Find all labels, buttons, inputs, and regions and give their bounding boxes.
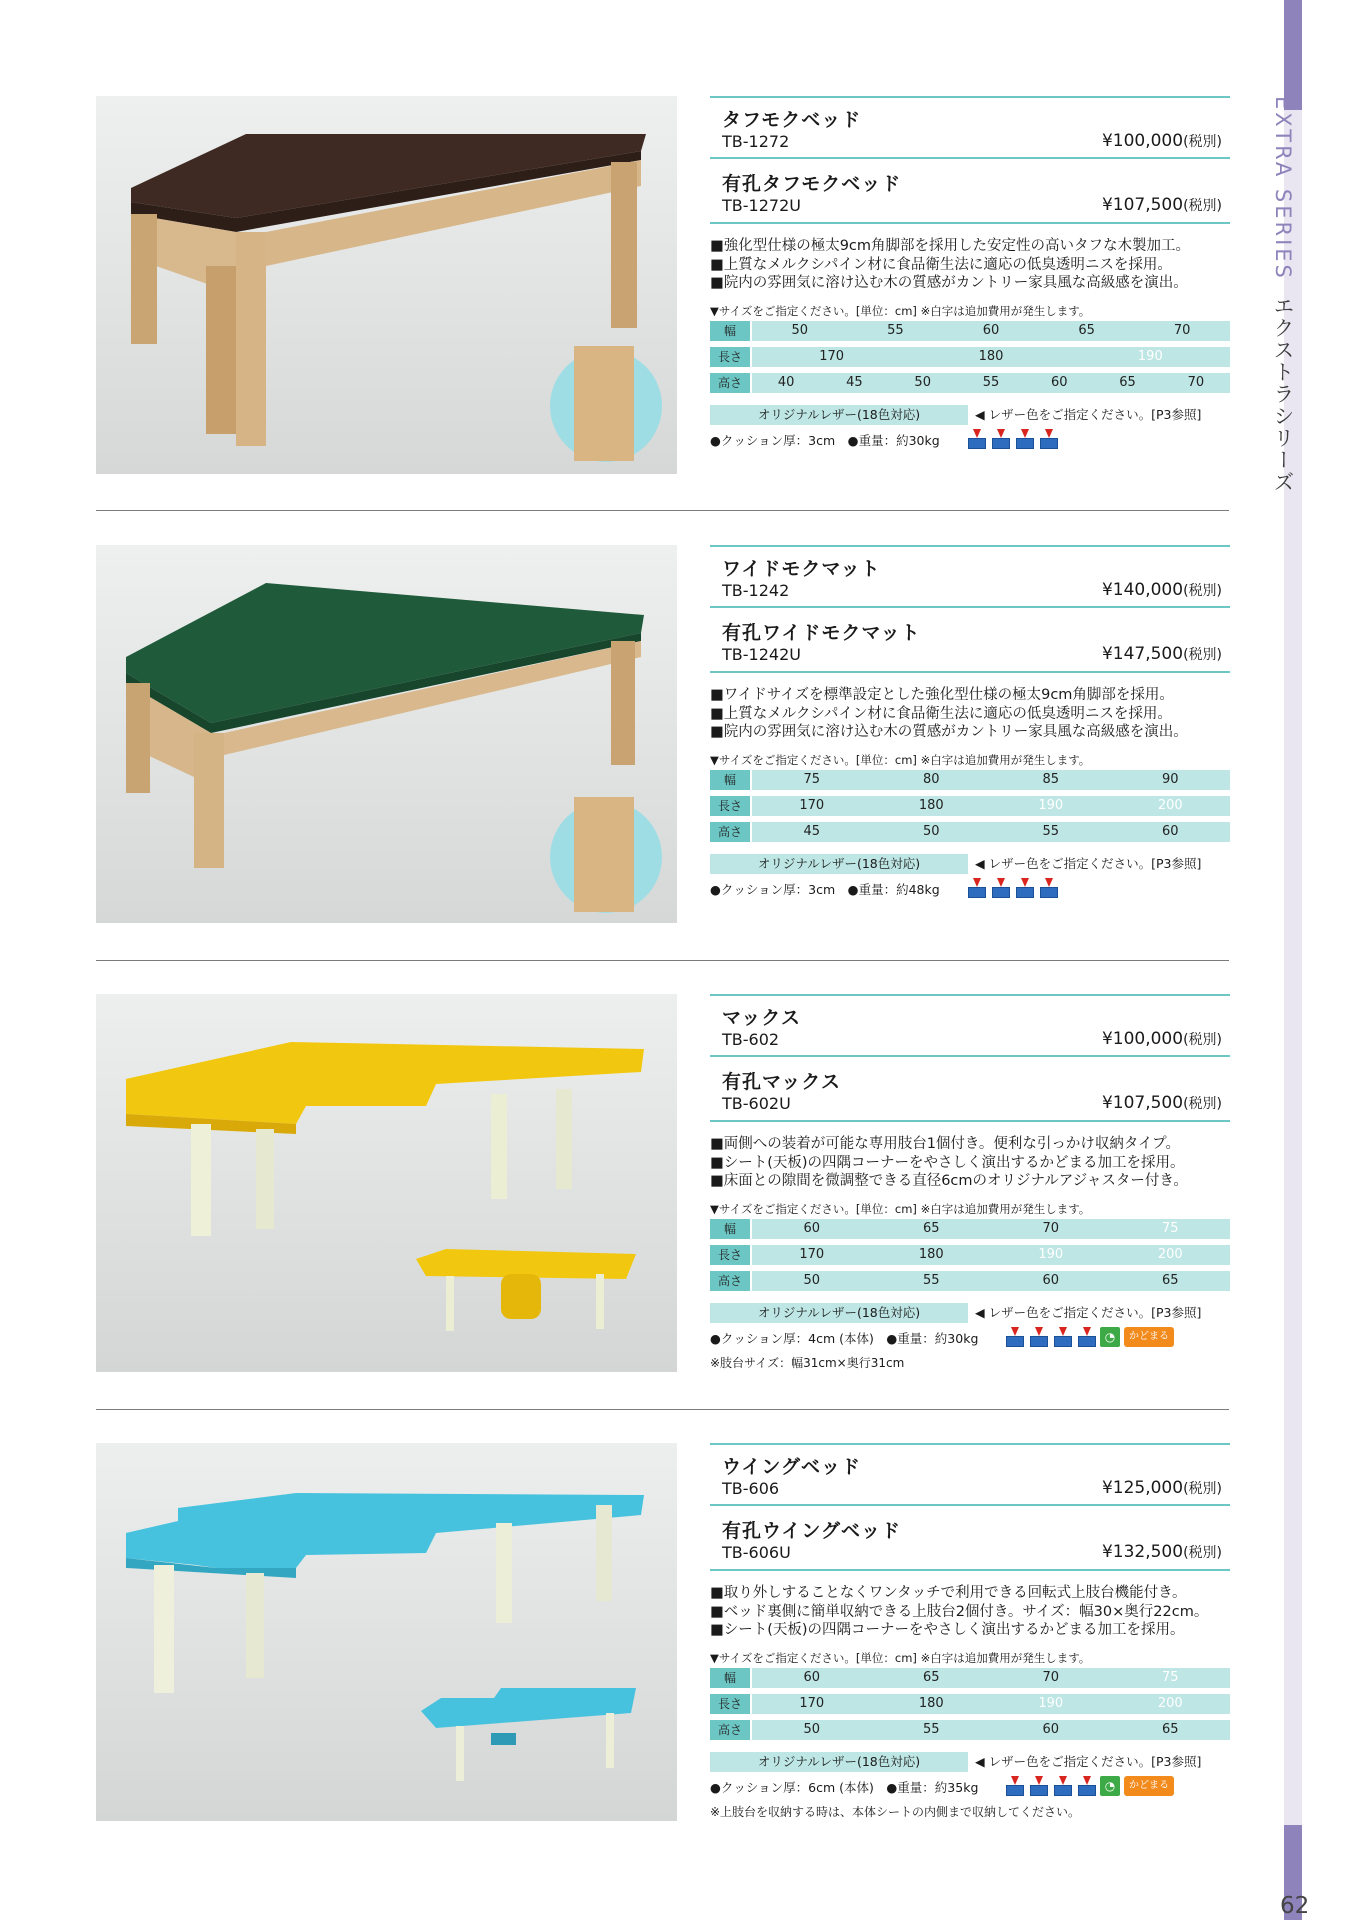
divider <box>710 994 1230 996</box>
size-value: 65 <box>922 1221 940 1236</box>
size-row-width <box>710 770 1230 790</box>
page-number: 62 <box>1280 1893 1310 1919</box>
size-label: 高さ <box>710 822 750 842</box>
product-code: TB-1242U <box>722 645 801 664</box>
size-label: 長さ <box>710 1694 750 1714</box>
size-label: 幅 <box>710 770 750 790</box>
kadomaru-badge: かどまる <box>1124 1327 1174 1347</box>
size-values <box>752 1720 1230 1740</box>
feature-item: ■強化型仕様の極太9cm角脚部を採用した安定性の高いタフな木製加工。 <box>710 238 1191 254</box>
size-value: 80 <box>922 772 940 787</box>
leather-note: ◀ レザー色をご指定ください。[P3参照] <box>975 1305 1202 1320</box>
feature-item: ■両側への装着が可能な専用肢台1個付き。便利な引っかけ収納タイプ。 <box>710 1136 1180 1152</box>
leather-label: オリジナルレザー(18色対応) <box>710 1303 968 1323</box>
divider <box>710 1120 1230 1122</box>
size-value: 75 <box>1161 1670 1179 1685</box>
cushion-icon <box>1052 1327 1074 1347</box>
size-note: ▼サイズをご指定ください。[単位：cm] ※白字は追加費用が発生します。 <box>710 1202 1091 1216</box>
size-value: 50 <box>803 1273 821 1288</box>
tax-note: (税別) <box>1183 198 1222 214</box>
size-label: 高さ <box>710 1271 750 1291</box>
bed-illustration <box>96 994 677 1372</box>
product-section-4 <box>96 1443 1229 1853</box>
product-name: ワイドモクマット <box>722 558 881 580</box>
size-value: 65 <box>922 1670 940 1685</box>
feature-item: ■ベッド裏側に簡単収納できる上肢台2個付き。サイズ：幅30×奥行22cm。 <box>710 1603 1209 1620</box>
size-value: 50 <box>914 375 931 390</box>
cushion-icon <box>1052 1776 1074 1796</box>
series-title-en: EXTRA SERIES <box>1271 96 1295 281</box>
product-photo <box>96 994 677 1372</box>
bed-illustration <box>96 96 677 474</box>
cushion-icon <box>1004 1327 1026 1347</box>
feature-icons <box>966 429 1062 451</box>
sidebar-accent-top <box>1284 0 1302 110</box>
feature-icons <box>1004 1776 1174 1798</box>
product-name: マックス <box>722 1007 802 1029</box>
leather-label: オリジナルレザー(18色対応) <box>710 854 968 874</box>
size-value: 55 <box>887 323 904 338</box>
feature-item: ■院内の雰囲気に溶け込む木の質感がカントリー家具風な高級感を演出。 <box>710 275 1188 291</box>
feature-item: ■シート(天板)の四隅コーナーをやさしく演出するかどまる加工を採用。 <box>710 1622 1185 1638</box>
tax-note: (税別) <box>1183 134 1222 150</box>
tax-note: (税別) <box>1183 1096 1222 1112</box>
size-label: 高さ <box>710 1720 750 1740</box>
size-row-width <box>710 1668 1230 1688</box>
size-value: 40 <box>777 375 795 390</box>
cushion-icon <box>1028 1776 1050 1796</box>
size-row-height <box>710 1720 1230 1740</box>
product-code: TB-606U <box>722 1543 791 1562</box>
product-name: 有孔ワイドモクマット <box>722 622 921 644</box>
size-note: ▼サイズをご指定ください。[単位：cm] ※白字は追加費用が発生します。 <box>710 753 1091 767</box>
size-values <box>752 321 1230 341</box>
size-value: 170 <box>799 798 825 813</box>
product-name: 有孔ウイングベッド <box>722 1520 902 1542</box>
cushion-icon <box>990 429 1012 449</box>
divider <box>710 671 1230 673</box>
price-value: ¥100,000 <box>1101 1029 1184 1049</box>
size-value: 190 <box>1137 349 1163 364</box>
product-price <box>1102 1093 1222 1113</box>
size-value: 60 <box>1042 1722 1060 1737</box>
size-row-width <box>710 321 1230 341</box>
kadomaru-badge: かどまる <box>1124 1776 1174 1796</box>
divider <box>710 1055 1230 1057</box>
product-name: 有孔マックス <box>722 1071 842 1093</box>
product-section-3 <box>96 994 1229 1404</box>
tax-note: (税別) <box>1183 1032 1222 1048</box>
size-value: 55 <box>922 1273 940 1288</box>
product-name: 有孔タフモクベッド <box>722 173 902 195</box>
size-value: 170 <box>819 349 845 364</box>
divider <box>710 1443 1230 1445</box>
feature-list <box>710 686 1240 742</box>
product-code: TB-602U <box>722 1094 791 1113</box>
tax-note: (税別) <box>1183 1481 1222 1497</box>
product-photo <box>96 545 677 923</box>
size-value: 60 <box>1042 1273 1060 1288</box>
cushion-icon <box>1014 429 1036 449</box>
product-photo <box>96 1443 677 1821</box>
bed-illustration <box>96 545 677 923</box>
size-values <box>752 373 1230 393</box>
size-label: 長さ <box>710 1245 750 1265</box>
cushion-icon <box>990 878 1012 898</box>
size-row-height <box>710 373 1230 393</box>
cushion-icon <box>1076 1327 1098 1347</box>
size-value: 65 <box>1161 1722 1179 1737</box>
divider <box>710 222 1230 224</box>
leather-label: オリジナルレザー(18色対応) <box>710 1752 968 1772</box>
product-price <box>1102 644 1222 664</box>
size-value: 45 <box>803 824 821 839</box>
specs-text: ●クッション厚：6cm (本体) ●重量：約35kg <box>710 1780 979 1795</box>
size-value: 70 <box>1042 1221 1060 1236</box>
product-price <box>1102 195 1222 215</box>
size-value: 55 <box>982 375 1000 390</box>
size-value: 170 <box>799 1696 825 1711</box>
price-value: ¥147,500 <box>1101 644 1184 664</box>
adjuster-icon: ◔ <box>1100 1776 1120 1796</box>
size-value: 200 <box>1157 1696 1183 1711</box>
footnote: ※肢台サイズ：幅31cm×奥行31cm <box>710 1356 905 1370</box>
size-value: 70 <box>1187 375 1205 390</box>
product-price <box>1102 1542 1222 1562</box>
size-values <box>752 1245 1230 1265</box>
size-value: 70 <box>1173 323 1191 338</box>
price-value: ¥100,000 <box>1101 131 1184 151</box>
specs-text: ●クッション厚：4cm (本体) ●重量：約30kg <box>710 1331 979 1346</box>
size-value: 190 <box>1038 798 1064 813</box>
size-label: 幅 <box>710 321 750 341</box>
cushion-icon <box>1038 429 1060 449</box>
size-value: 55 <box>1042 824 1060 839</box>
size-value: 200 <box>1157 798 1183 813</box>
product-name: タフモクベッド <box>722 109 862 131</box>
size-value: 180 <box>918 1247 944 1262</box>
product-section-2 <box>96 545 1229 945</box>
size-value: 75 <box>1161 1221 1179 1236</box>
size-value: 180 <box>918 1696 944 1711</box>
size-value: 50 <box>922 824 940 839</box>
size-label: 長さ <box>710 347 750 367</box>
size-values <box>752 770 1230 790</box>
size-value: 55 <box>922 1722 940 1737</box>
feature-list <box>710 237 1240 293</box>
feature-list <box>710 1584 1240 1640</box>
tax-note: (税別) <box>1183 1545 1222 1561</box>
size-value: 180 <box>918 798 944 813</box>
size-value: 50 <box>791 323 809 338</box>
price-value: ¥107,500 <box>1101 195 1184 215</box>
product-photo <box>96 96 677 474</box>
size-label: 高さ <box>710 373 750 393</box>
size-value: 75 <box>803 772 821 787</box>
size-value: 45 <box>846 375 863 390</box>
size-value: 60 <box>803 1221 821 1236</box>
bed-illustration <box>96 1443 677 1821</box>
size-row-length <box>710 347 1230 367</box>
size-value: 90 <box>1161 772 1179 787</box>
price-value: ¥140,000 <box>1101 580 1184 600</box>
size-note: ▼サイズをご指定ください。[単位：cm] ※白字は追加費用が発生します。 <box>710 304 1091 318</box>
price-value: ¥125,000 <box>1101 1478 1184 1498</box>
feature-icons <box>966 878 1062 900</box>
size-note: ▼サイズをご指定ください。[単位：cm] ※白字は追加費用が発生します。 <box>710 1651 1091 1665</box>
section-separator <box>96 510 1229 511</box>
footnote: ※上肢台を収納する時は、本体シートの内側まで収納してください。 <box>710 1805 1081 1819</box>
specs-text: ●クッション厚：3cm ●重量：約48kg <box>710 882 940 897</box>
feature-icons <box>1004 1327 1174 1349</box>
feature-item: ■取り外しすることなくワンタッチで利用できる回転式上肢台機能付き。 <box>710 1585 1187 1601</box>
feature-item: ■シート(天板)の四隅コーナーをやさしく演出するかどまる加工を採用。 <box>710 1154 1185 1171</box>
size-label: 幅 <box>710 1668 750 1688</box>
leather-note: ◀ レザー色をご指定ください。[P3参照] <box>975 407 1202 422</box>
size-row-length <box>710 1694 1230 1714</box>
size-value: 60 <box>1051 375 1068 390</box>
size-row-length <box>710 796 1230 816</box>
feature-item: ■上質なメルクシパイン材に食品衛生法に適応の低臭透明ニスを採用。 <box>710 256 1172 273</box>
feature-item: ■院内の雰囲気に溶け込む木の質感がカントリー家具風な高級感を演出。 <box>710 724 1188 740</box>
size-value: 65 <box>1119 375 1136 390</box>
product-code: TB-606 <box>722 1479 780 1498</box>
product-price <box>1102 1029 1222 1049</box>
product-section-1 <box>96 96 1229 496</box>
size-row-width <box>710 1219 1230 1239</box>
tax-note: (税別) <box>1183 583 1222 599</box>
cushion-icon <box>966 429 988 449</box>
section-separator <box>96 960 1229 961</box>
section-separator <box>96 1409 1229 1410</box>
price-value: ¥107,500 <box>1101 1093 1184 1113</box>
size-row-height <box>710 822 1230 842</box>
cushion-icon <box>966 878 988 898</box>
product-price <box>1102 131 1222 151</box>
price-value: ¥132,500 <box>1101 1542 1184 1562</box>
cushion-icon <box>1038 878 1060 898</box>
size-values <box>752 1219 1230 1239</box>
divider <box>710 96 1230 98</box>
size-value: 200 <box>1157 1247 1183 1262</box>
size-value: 170 <box>799 1247 825 1262</box>
cushion-icon <box>1014 878 1036 898</box>
feature-list <box>710 1135 1240 1191</box>
size-value: 70 <box>1042 1670 1060 1685</box>
size-value: 180 <box>978 349 1004 364</box>
size-label: 幅 <box>710 1219 750 1239</box>
size-value: 65 <box>1078 323 1095 338</box>
adjuster-icon: ◔ <box>1100 1327 1120 1347</box>
size-label: 長さ <box>710 796 750 816</box>
product-code: TB-1242 <box>722 581 790 600</box>
size-value: 60 <box>982 323 1000 338</box>
specs-text: ●クッション厚：3cm ●重量：約30kg <box>710 433 940 448</box>
product-name: ウイングベッド <box>722 1456 862 1478</box>
leather-note: ◀ レザー色をご指定ください。[P3参照] <box>975 856 1202 871</box>
divider <box>710 1504 1230 1506</box>
feature-item: ■ワイドサイズを標準設定とした強化型仕様の極太9cm角脚部を採用。 <box>710 687 1174 703</box>
size-value: 60 <box>803 1670 821 1685</box>
size-row-height <box>710 1271 1230 1291</box>
product-code: TB-1272 <box>722 132 790 151</box>
divider <box>710 157 1230 159</box>
series-title-ja: エクストラシリーズ <box>1271 294 1295 493</box>
size-value: 60 <box>1161 824 1179 839</box>
size-values <box>752 1271 1230 1291</box>
size-values <box>752 822 1230 842</box>
size-value: 85 <box>1042 772 1060 787</box>
size-value: 190 <box>1038 1247 1064 1262</box>
leather-label: オリジナルレザー(18色対応) <box>710 405 968 425</box>
feature-item: ■上質なメルクシパイン材に食品衛生法に適応の低臭透明ニスを採用。 <box>710 705 1172 722</box>
cushion-icon <box>1076 1776 1098 1796</box>
cushion-icon <box>1004 1776 1026 1796</box>
divider <box>710 606 1230 608</box>
divider <box>710 545 1230 547</box>
size-values <box>752 796 1230 816</box>
divider <box>710 1569 1230 1571</box>
product-code: TB-602 <box>722 1030 780 1049</box>
product-price <box>1102 580 1222 600</box>
size-values <box>752 347 1230 367</box>
tax-note: (税別) <box>1183 647 1222 663</box>
size-value: 65 <box>1161 1273 1179 1288</box>
size-value: 190 <box>1038 1696 1064 1711</box>
product-price <box>1102 1478 1222 1498</box>
cushion-icon <box>1028 1327 1050 1347</box>
size-values <box>752 1668 1230 1688</box>
leather-note: ◀ レザー色をご指定ください。[P3参照] <box>975 1754 1202 1769</box>
size-values <box>752 1694 1230 1714</box>
series-title <box>1268 96 1298 493</box>
feature-item: ■床面との隙間を微調整できる直径6cmのオリジナルアジャスター付き。 <box>710 1173 1188 1189</box>
size-value: 50 <box>803 1722 821 1737</box>
size-row-length <box>710 1245 1230 1265</box>
product-code: TB-1272U <box>722 196 801 215</box>
